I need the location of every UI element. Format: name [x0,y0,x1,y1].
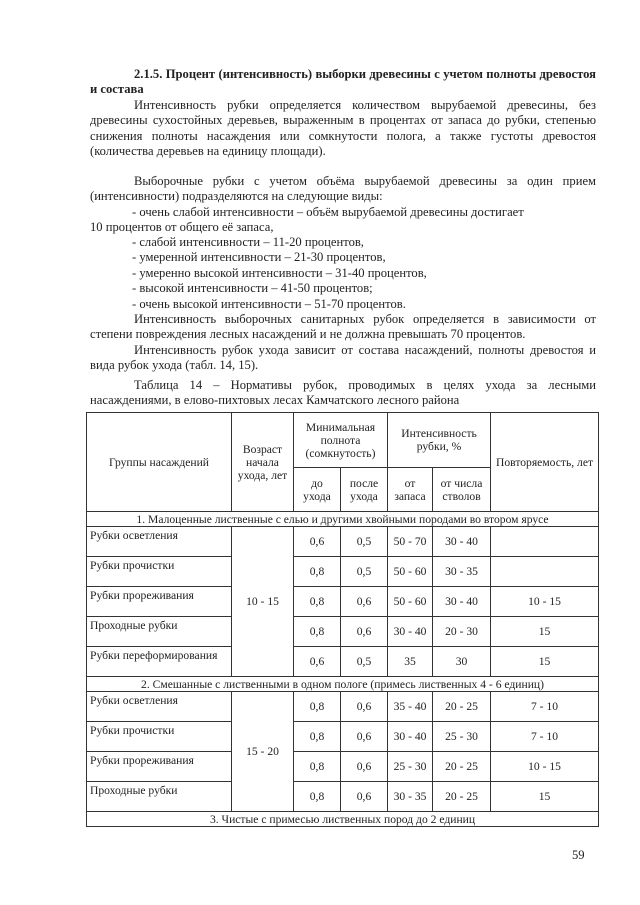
cell-stock: 50 - 70 [388,527,433,557]
cell-repeat: 15 [491,617,599,647]
cell-stems: 20 - 30 [433,617,491,647]
cell-after: 0,6 [341,692,388,722]
cell-stems: 20 - 25 [433,752,491,782]
table-row [87,692,599,722]
cell-after: 0,5 [341,557,388,587]
table-row [87,782,599,812]
header-before: до ухода [294,468,341,512]
bullet-very-weak-line1: - очень слабой интенсивности – объём вырубаемой древесины достигает [132,205,524,219]
cell-before: 0,8 [294,692,341,722]
bullet-item: - высокой интенсивности – 41-50 процентов; [132,281,373,295]
age-cell: 10 - 15 [232,527,294,677]
bullet-item: - умеренной интенсивности – 21-30 процентов, [132,250,386,264]
cell-repeat [491,557,599,587]
header-group: Группы насаждений [87,413,232,512]
bullet-item: - умеренно высокой интенсивности – 31-40 процентов, [132,266,427,280]
cell-stock: 25 - 30 [388,752,433,782]
paragraph-intensity-definition: Интенсивность рубки определяется количеством вырубаемой древесины, без древесины сухостойных деревьев, выраженным в процентах от запаса до рубки, степенью снижения полноты насаждения или сомкнутости полога, а также густоты древостоя (количества деревьев на единицу площади). [90,98,596,158]
cell-after: 0,6 [341,752,388,782]
section-row: 1. Малоценные лиственные с елью и другими хвойными породами во втором ярусе [87,512,599,527]
cell-stems: 30 [433,647,491,677]
cell-repeat: 10 - 15 [491,752,599,782]
header-repeat: Повторяемость, лет [491,413,599,512]
cell-repeat: 15 [491,647,599,677]
row-name: Рубки осветления [87,527,232,557]
cell-stock: 35 - 40 [388,692,433,722]
table-caption: Таблица 14 – Нормативы рубок, проводимых в целях ухода за лесными насаждениями, в елово-пихтовых лесах Камчатского лесного района [90,378,596,408]
bullet-item: - слабой интенсивности – 11-20 процентов, [132,235,364,249]
row-name: Рубки переформирования [87,647,232,677]
cell-after: 0,6 [341,587,388,617]
cell-stock: 50 - 60 [388,557,433,587]
header-density: Минимальная полнота (сомкнутость) [294,413,388,468]
cell-before: 0,8 [294,557,341,587]
cell-stems: 25 - 30 [433,722,491,752]
cell-stock: 30 - 40 [388,722,433,752]
page-number: 59 [572,848,585,862]
table-row [87,752,599,782]
cell-stock: 35 [388,647,433,677]
cell-before: 0,8 [294,617,341,647]
cell-stock: 30 - 40 [388,617,433,647]
cell-stems: 20 - 25 [433,782,491,812]
norms-table [86,412,599,827]
table-row [87,647,599,677]
cell-before: 0,8 [294,722,341,752]
row-name: Рубки осветления [87,692,232,722]
cell-before: 0,8 [294,782,341,812]
cell-before: 0,6 [294,647,341,677]
cell-repeat: 10 - 15 [491,587,599,617]
cell-stock: 50 - 60 [388,587,433,617]
row-name: Проходные рубки [87,617,232,647]
row-name: Рубки прочистки [87,722,232,752]
header-after: после ухода [341,468,388,512]
cell-before: 0,8 [294,587,341,617]
cell-before: 0,8 [294,752,341,782]
age-cell: 15 - 20 [232,692,294,812]
section-row: 2. Смешанные с лиственными в одном пологе (примесь лиственных 4 - 6 единиц) [87,677,599,692]
cell-after: 0,6 [341,617,388,647]
table-row [87,587,599,617]
cell-stock: 30 - 35 [388,782,433,812]
cell-stems: 30 - 40 [433,527,491,557]
cell-stems: 30 - 35 [433,557,491,587]
paragraph-selective-types: Выборочные рубки с учетом объёма вырубаемой древесины за один прием (интенсивности) подразделяются на следующие виды: [90,174,596,204]
cell-stems: 20 - 25 [433,692,491,722]
row-name: Проходные рубки [87,782,232,812]
table-row [87,527,599,557]
table-row [87,722,599,752]
table-row [87,557,599,587]
cell-repeat: 7 - 10 [491,722,599,752]
cell-after: 0,5 [341,527,388,557]
section-heading: 2.1.5. Процент (интенсивность) выборки древесины с учетом полноты древостоя и состава [90,67,596,96]
cell-repeat: 7 - 10 [491,692,599,722]
row-name: Рубки прореживания [87,752,232,782]
cell-repeat [491,527,599,557]
table-row [87,617,599,647]
cell-stems: 30 - 40 [433,587,491,617]
header-intensity: Интенсивность рубки, % [388,413,491,468]
paragraph-care-cutting: Интенсивность рубок ухода зависит от состава насаждений, полноты древостоя и вида рубок ухода (табл. 14, 15). [90,343,596,373]
cell-after: 0,6 [341,782,388,812]
header-from-stock: от запаса [388,468,433,512]
cell-after: 0,6 [341,722,388,752]
header-age: Возраст начала ухода, лет [232,413,294,512]
row-name: Рубки прочистки [87,557,232,587]
section-row: 3. Чистые с примесью лиственных пород до 2 единиц [87,812,599,827]
cell-after: 0,5 [341,647,388,677]
bullet-item: - очень высокой интенсивности – 51-70 процентов. [132,297,406,311]
cell-repeat: 15 [491,782,599,812]
row-name: Рубки прореживания [87,587,232,617]
bullet-very-weak-line2: 10 процентов от общего её запаса, [90,220,274,234]
cell-before: 0,6 [294,527,341,557]
header-from-stems: от числа стволов [433,468,491,512]
paragraph-sanitary: Интенсивность выборочных санитарных рубок определяется в зависимости от степени повреждения лесных насаждений и не должна превышать 70 процентов. [90,312,596,342]
